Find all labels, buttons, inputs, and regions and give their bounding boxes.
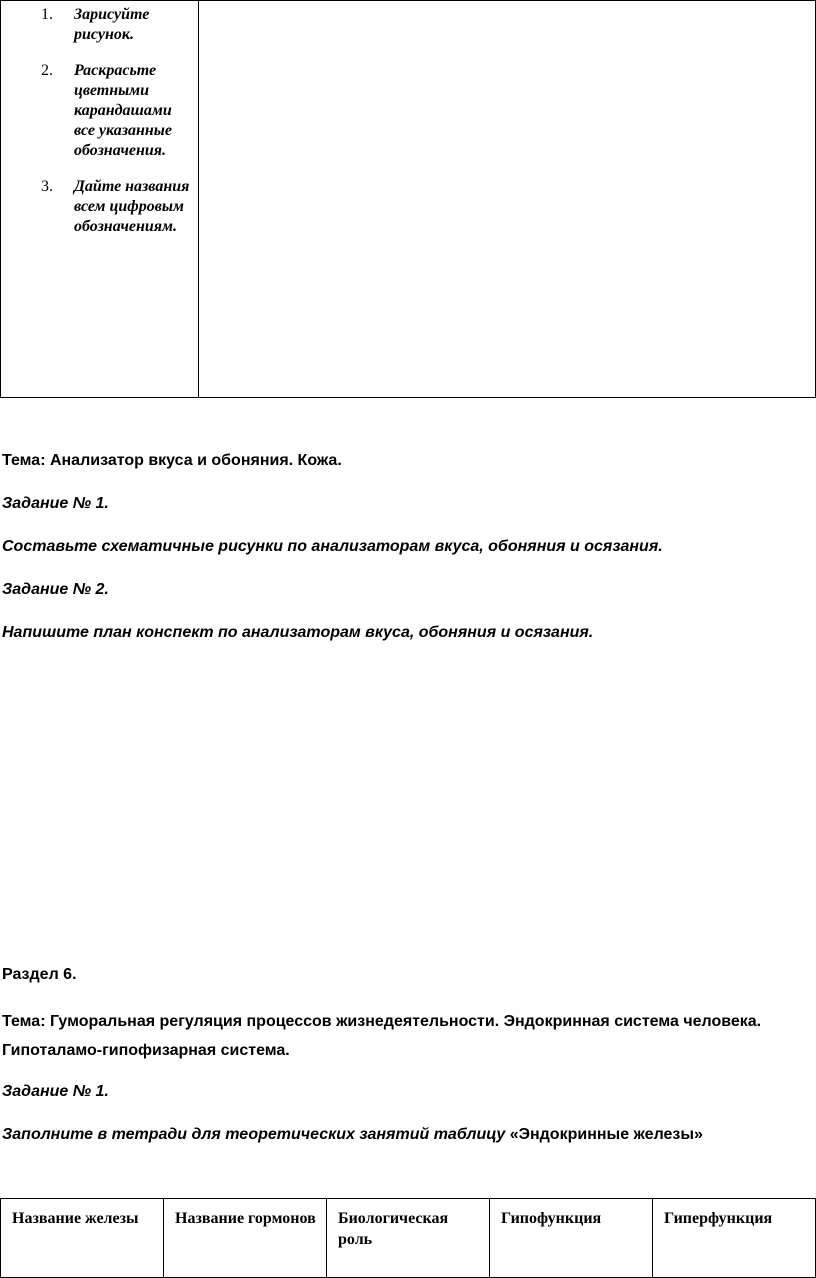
step-number: 2. (41, 62, 53, 79)
section1-task2-title: Задание № 2. (2, 581, 109, 598)
section2-heading: Раздел 6. (2, 966, 77, 983)
step-text: Раскрасьте цветными карандашами все указанные обозначения. (74, 62, 172, 159)
task1-table-name: «Эндокринные железы» (509, 1126, 703, 1143)
step-item (1, 5, 198, 45)
steps-list (1, 1, 198, 237)
step-text: Дайте названия всем цифровым обозначениям. (74, 178, 190, 235)
header-gland-name: Название железы (1, 1199, 164, 1278)
step-item (1, 177, 198, 237)
header-biological-role: Биологическая роль (327, 1199, 490, 1278)
instructions-table (0, 0, 816, 398)
drawing-area-cell (199, 1, 816, 398)
glands-table (0, 1198, 816, 1278)
section1-task2-text: Напишите план конспект по анализаторам вкуса, обоняния и осязания. (2, 624, 594, 641)
header-hormones: Название гормонов (164, 1199, 327, 1278)
header-hyperfunction: Гиперфункция (653, 1199, 816, 1278)
step-text: Зарисуйте рисунок. (74, 6, 150, 43)
header-hypofunction: Гипофункция (490, 1199, 653, 1278)
task1-instruction: Заполните в тетради для теоретических занятий таблицу (2, 1126, 510, 1143)
section2-task1-title: Задание № 1. (2, 1083, 109, 1100)
section1-task1-text: Составьте схематичные рисунки по анализаторам вкуса, обоняния и осязания. (2, 538, 663, 555)
step-number: 3. (41, 178, 53, 195)
table-header-row (1, 1199, 816, 1278)
section1-topic: Тема: Анализатор вкуса и обоняния. Кожа. (2, 452, 342, 469)
section1-task1-title: Задание № 1. (2, 495, 109, 512)
step-number: 1. (41, 6, 53, 23)
section2-task1-text (2, 1126, 703, 1144)
section2-topic: Тема: Гуморальная регуляция процессов жизнедеятельности. Эндокринная система человека. Гипоталамо-гипофизарная система. (2, 1013, 762, 1059)
instructions-cell (1, 1, 199, 398)
step-item (1, 61, 198, 161)
